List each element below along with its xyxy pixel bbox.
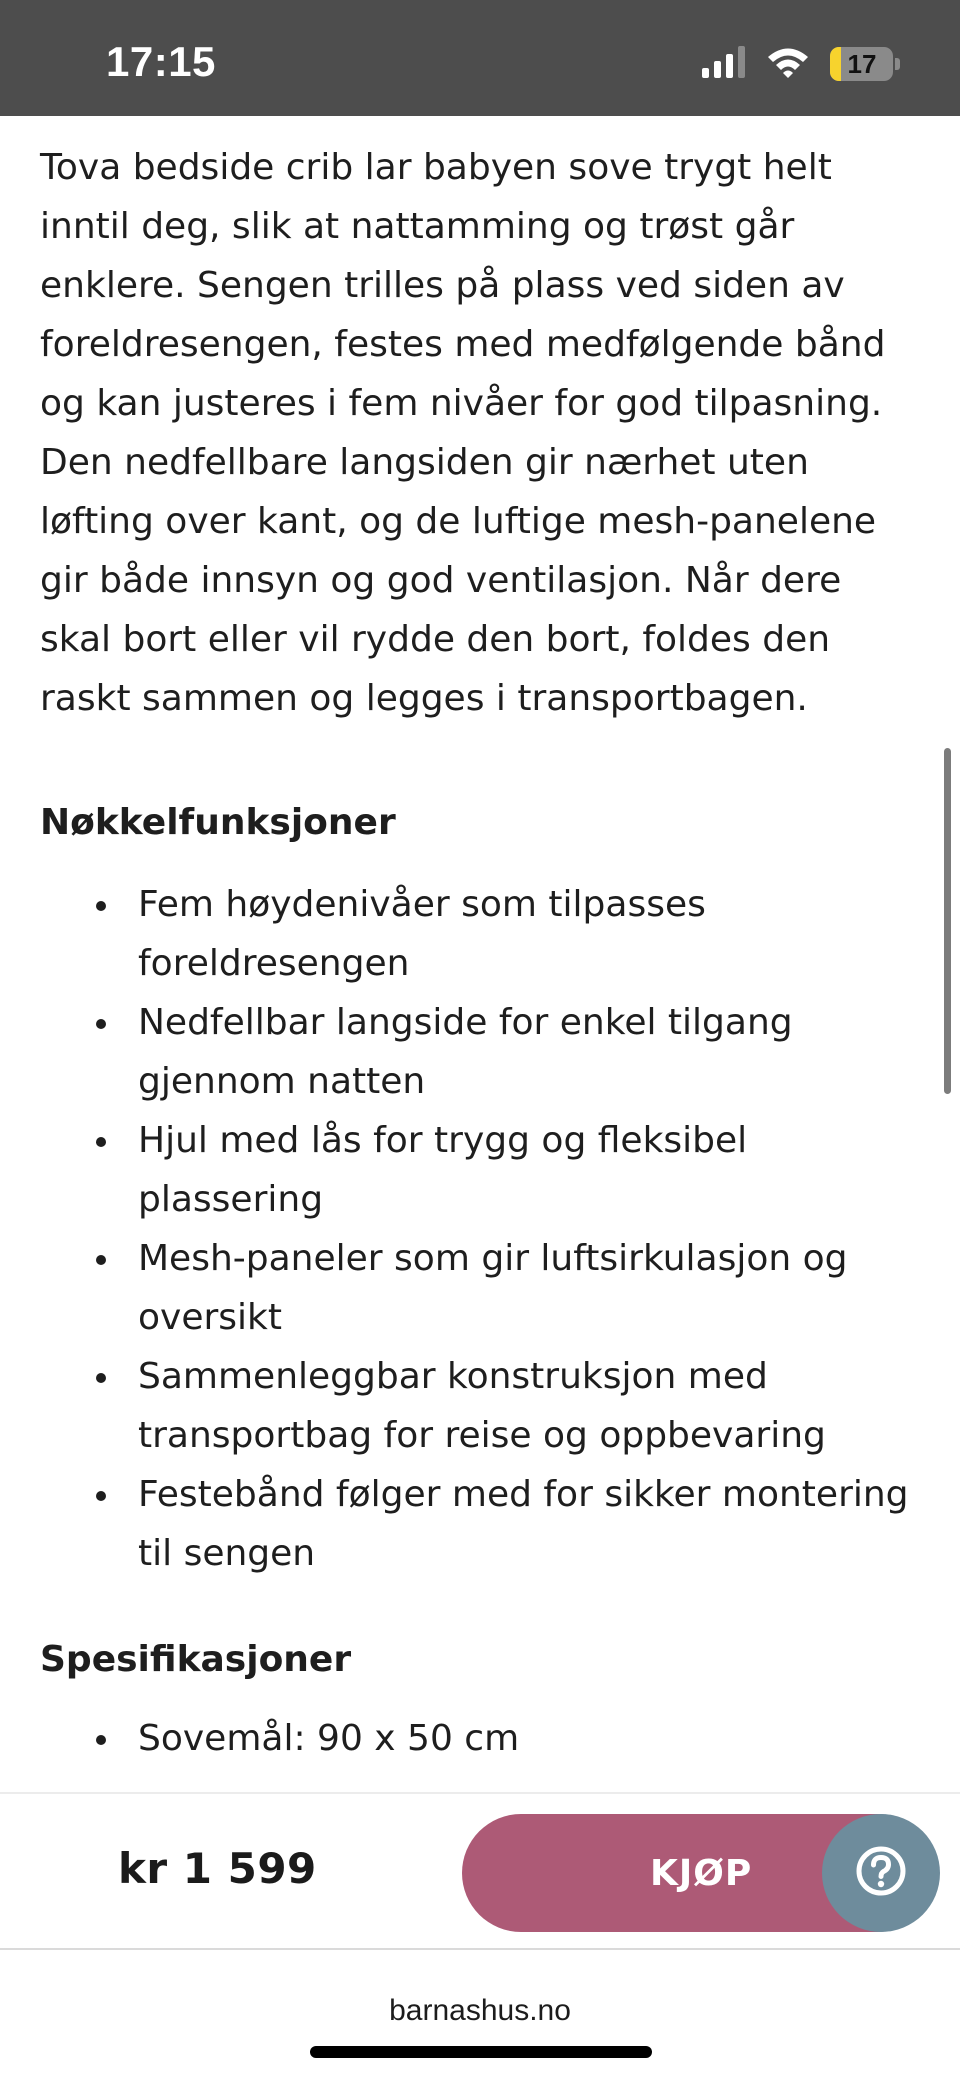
wifi-icon: [766, 46, 810, 82]
list-item: Hjul med lås for trygg og fleksibel plassering: [40, 1111, 920, 1229]
specs-list: [40, 1709, 920, 1768]
list-item: Sammenleggbar konstruksjon med transportbag for reise og oppbevaring: [40, 1347, 920, 1465]
help-button[interactable]: [822, 1814, 940, 1932]
buy-bar: [0, 1792, 960, 1950]
battery-icon: [830, 47, 900, 81]
battery-tip: [895, 58, 900, 70]
question-circle-icon: [855, 1845, 907, 1901]
cellular-signal-icon: [702, 46, 746, 82]
status-icons: [702, 44, 900, 84]
list-item: Sovemål: 90 x 50 cm: [40, 1709, 920, 1768]
features-list: [40, 875, 920, 1583]
status-time: 17:15: [106, 38, 216, 85]
list-item: Nedfellbar langside for enkel tilgang gjennom natten: [40, 993, 920, 1111]
features-heading: Nøkkelfunksjoner: [40, 802, 396, 843]
list-item: Fem høydenivåer som tilpasses foreldresengen: [40, 875, 920, 993]
buy-button[interactable]: KJØP: [462, 1814, 936, 1932]
product-price: kr 1 599: [118, 1844, 317, 1893]
battery-body: [830, 47, 893, 81]
product-description: Tova bedside crib lar babyen sove trygt helt inntil deg, slik at nattamming og trøst går enklere. Sengen trilles på plass ved siden av foreldresengen, festes med medfølgende bånd og kan justeres i fem nivåer for god tilpasning. Den nedfellbare langsiden gir nærhet uten løfting over kant, og de luftige mesh-panelene gir både innsyn og god ventilasjon. Når dere skal bort eller vil rydde den bort, foldes den raskt sammen og legges i transportbagen.: [40, 147, 886, 719]
home-indicator[interactable]: [310, 2046, 652, 2058]
specs-heading: Spesifikasjoner: [40, 1639, 352, 1680]
domain-label[interactable]: barnashus.no: [389, 1994, 571, 2027]
list-item: Mesh-paneler som gir luftsirkulasjon og oversikt: [40, 1229, 920, 1347]
browser-address-bar[interactable]: [0, 1950, 960, 2078]
list-item: Festebånd følger med for sikker montering til sengen: [40, 1465, 920, 1583]
scrollbar-thumb[interactable]: [944, 748, 951, 1094]
battery-level: 17: [847, 48, 877, 79]
status-bar: [0, 0, 960, 116]
product-content: [40, 138, 920, 1768]
